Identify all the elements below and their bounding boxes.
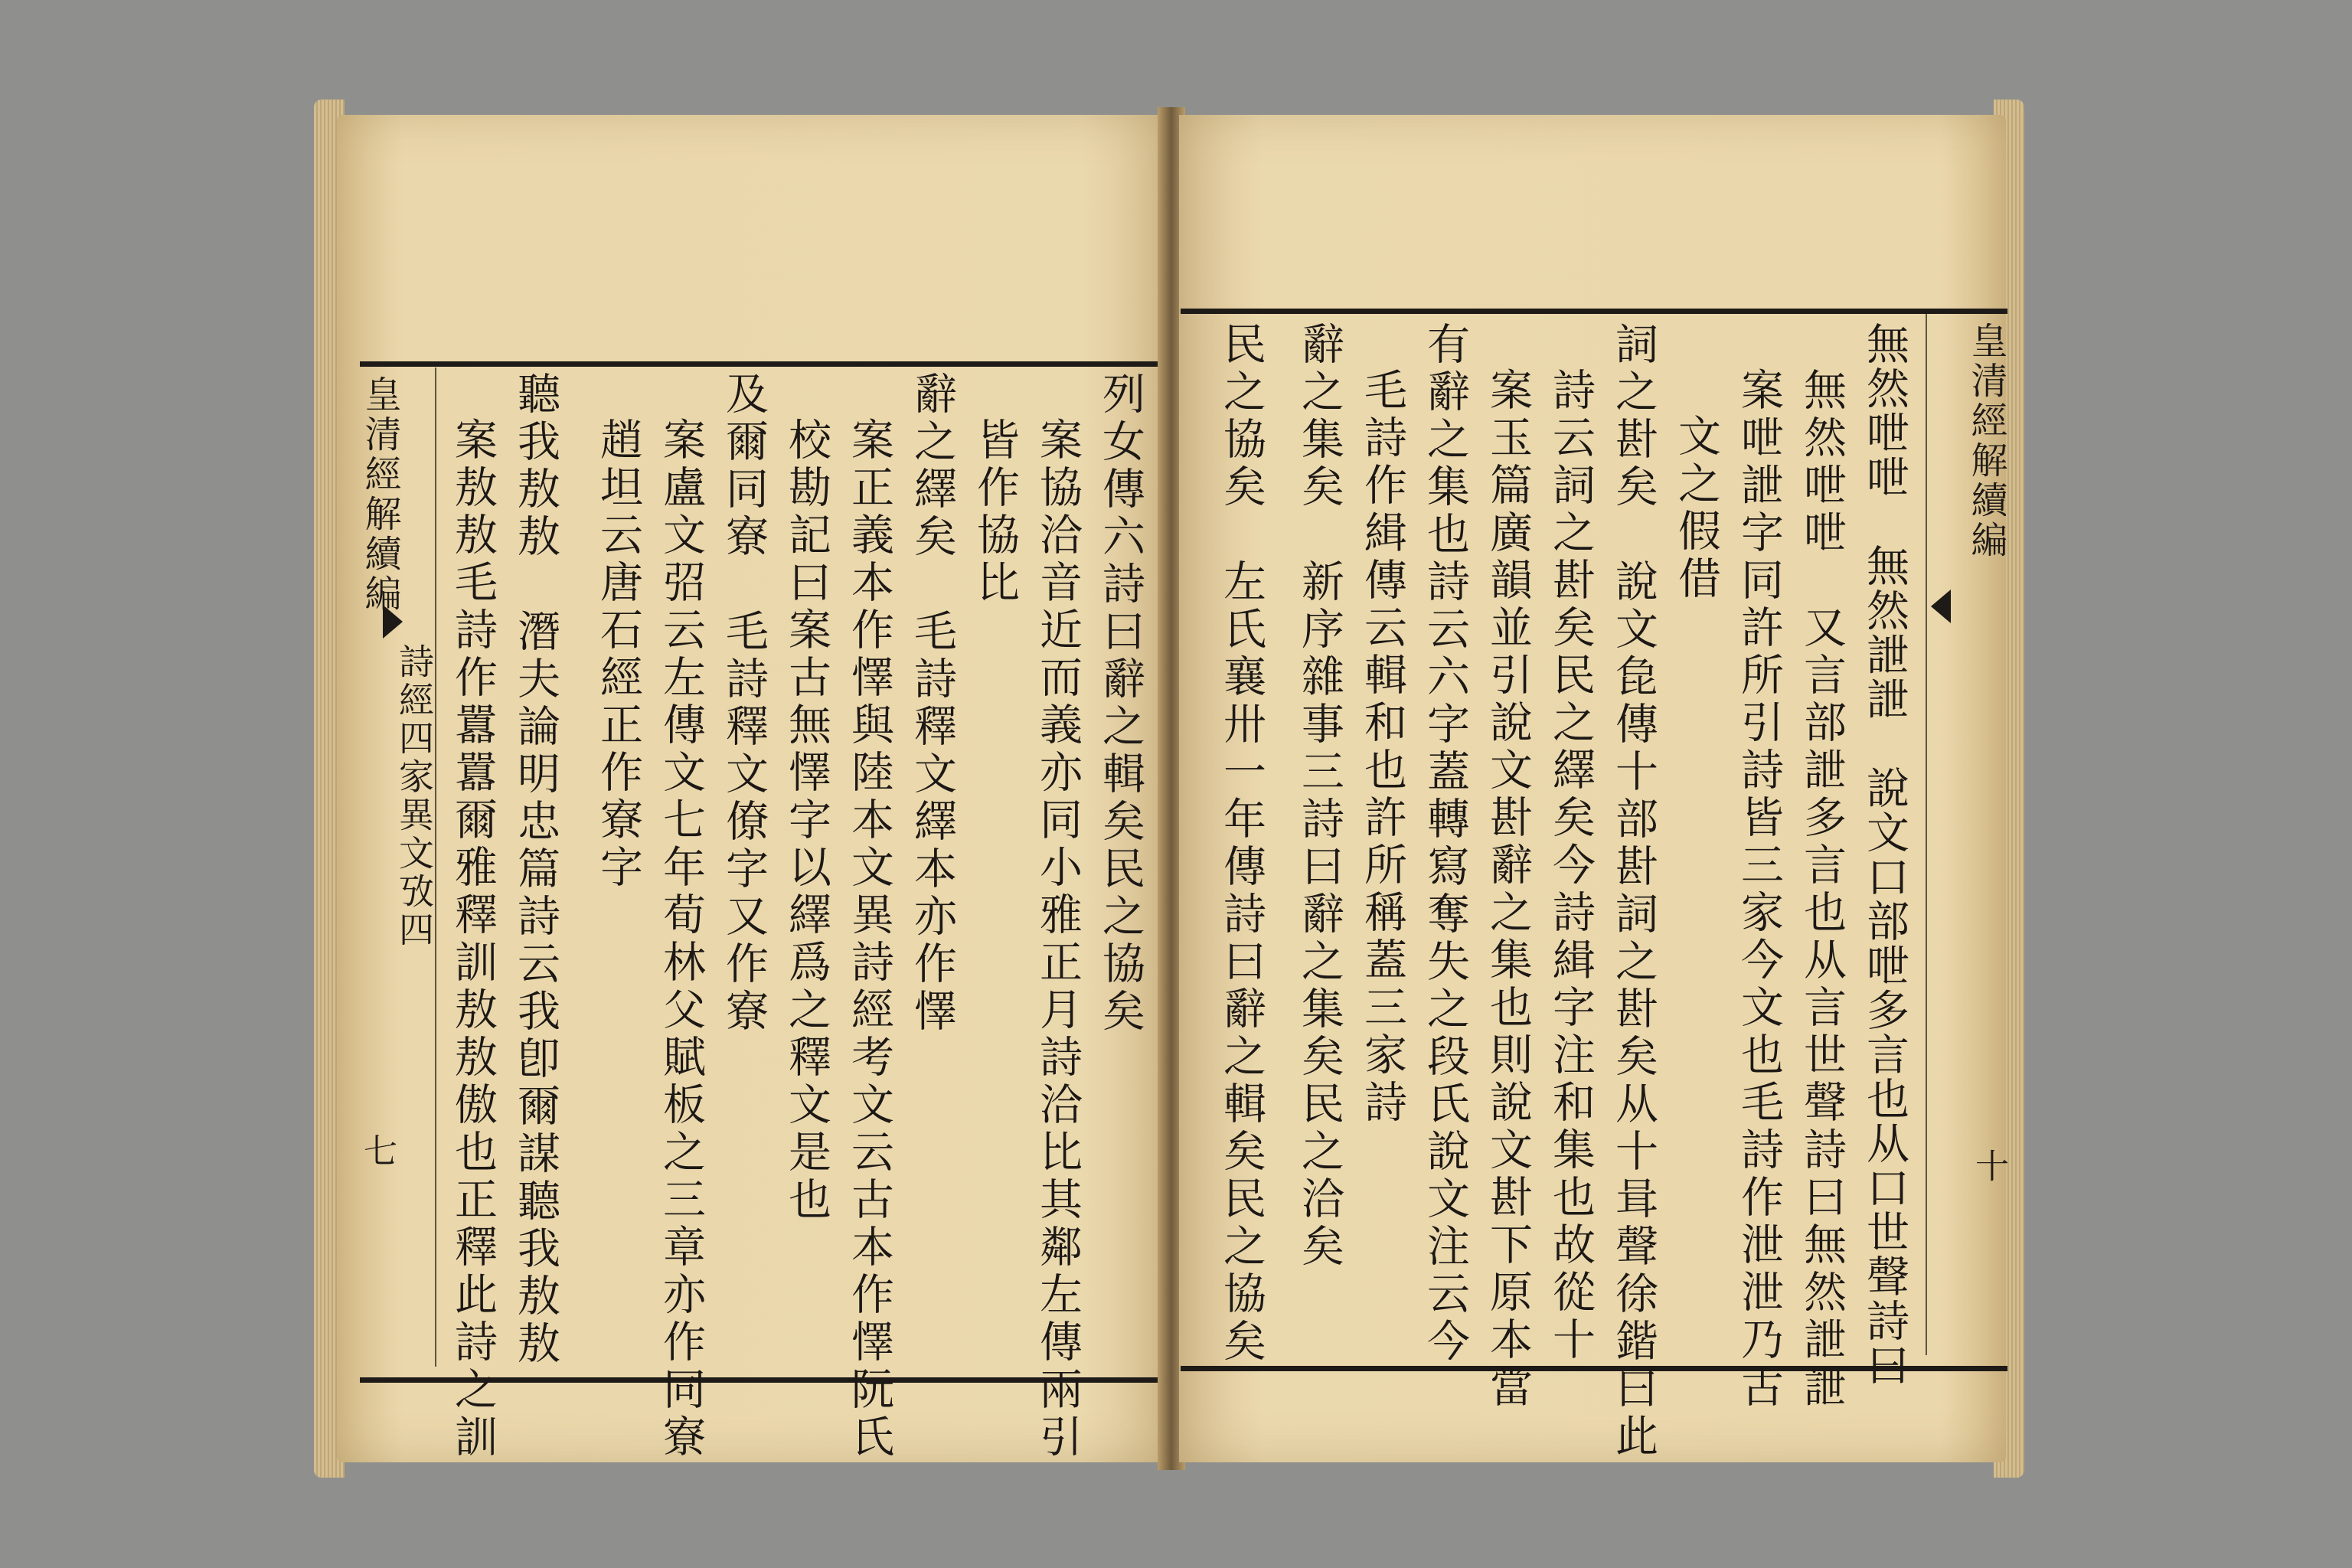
right-fish-tail-mark [1931, 590, 1951, 623]
left-col-11: 案敖敖毛詩作囂囂爾雅釋訓敖敖傲也正釋此詩之訓 [448, 417, 498, 1462]
left-col-9: 趙坦云唐石經正作寮字 [593, 417, 643, 892]
right-col-7: 案玉篇廣韻並引說文卙辭之集也則說文卙下原本當 [1483, 368, 1533, 1412]
left-col-1: 列女傳六詩曰辭之輯矣民之協矣 [1096, 371, 1145, 1036]
left-col-5: 案正義本作懌與陸本文異詩經考文云古本作懌阮氏 [844, 417, 894, 1462]
right-col-2: 無然呭呭 又言部詍多言也从言世聲詩曰無然詍詍 [1797, 368, 1847, 1412]
right-col-9: 毛詩作緝傳云輯和也許所稱蓋三家詩 [1357, 368, 1407, 1127]
right-col-10: 辭之集矣 新序雜事三詩曰辭之集矣民之洽矣 [1295, 322, 1344, 1271]
right-col-4: 文之假借 [1671, 413, 1721, 603]
left-margin-subtitle: 詩經四家異文攷四 [394, 643, 435, 949]
right-col-8: 有辭之集也詩云六字蓋轉寫奪失之段氏說文注云今 [1420, 322, 1470, 1366]
right-margin-title: 皇清經解續編 [1965, 322, 2007, 560]
left-col-8: 案盧文弨云左傳文七年荀林父賦板之三章亦作同寮 [656, 417, 706, 1462]
column-rule [1926, 314, 1927, 1355]
right-col-11: 民之協矣 左氏襄卅一年傳詩曰辭之輯矣民之協矣 [1217, 322, 1266, 1366]
left-col-6: 校勘記曰案古無懌字以繹爲之釋文是也 [782, 417, 831, 1224]
right-col-1: 無然呭呭 無然詍詍 說文口部呭多言也从口世聲詩曰 [1860, 322, 1909, 1387]
left-col-7: 及爾同寮 毛詩釋文僚字又作寮 [719, 371, 769, 1036]
left-col-10: 聽我敖敖 潛夫論明忠篇詩云我卽爾謀聽我敖敖 [511, 371, 560, 1368]
right-col-6: 詩云詞之卙矣民之繹矣今詩緝字注和集也故從十 [1546, 368, 1596, 1364]
left-col-2: 案協洽音近而義亦同小雅正月詩洽比其鄰左傳兩引 [1033, 417, 1083, 1462]
right-col-5: 詞之卙矣 說文㲋傳十部卙詞之卙矣从十咠聲徐鍇曰此 [1609, 322, 1658, 1461]
right-page-number: 十 [1969, 1148, 2008, 1182]
left-fish-tail-mark [383, 605, 403, 639]
left-margin-title: 皇清經解續編 [358, 375, 401, 614]
left-page-number: 七 [358, 1133, 397, 1167]
right-col-3: 案呭詍字同許所引詩皆三家今文也毛詩作泄泄乃古 [1734, 368, 1784, 1412]
left-col-3: 皆作協比 [970, 417, 1020, 607]
column-rule [435, 368, 436, 1367]
left-col-4: 辭之繹矣 毛詩釋文繹本亦作懌 [907, 371, 957, 1036]
